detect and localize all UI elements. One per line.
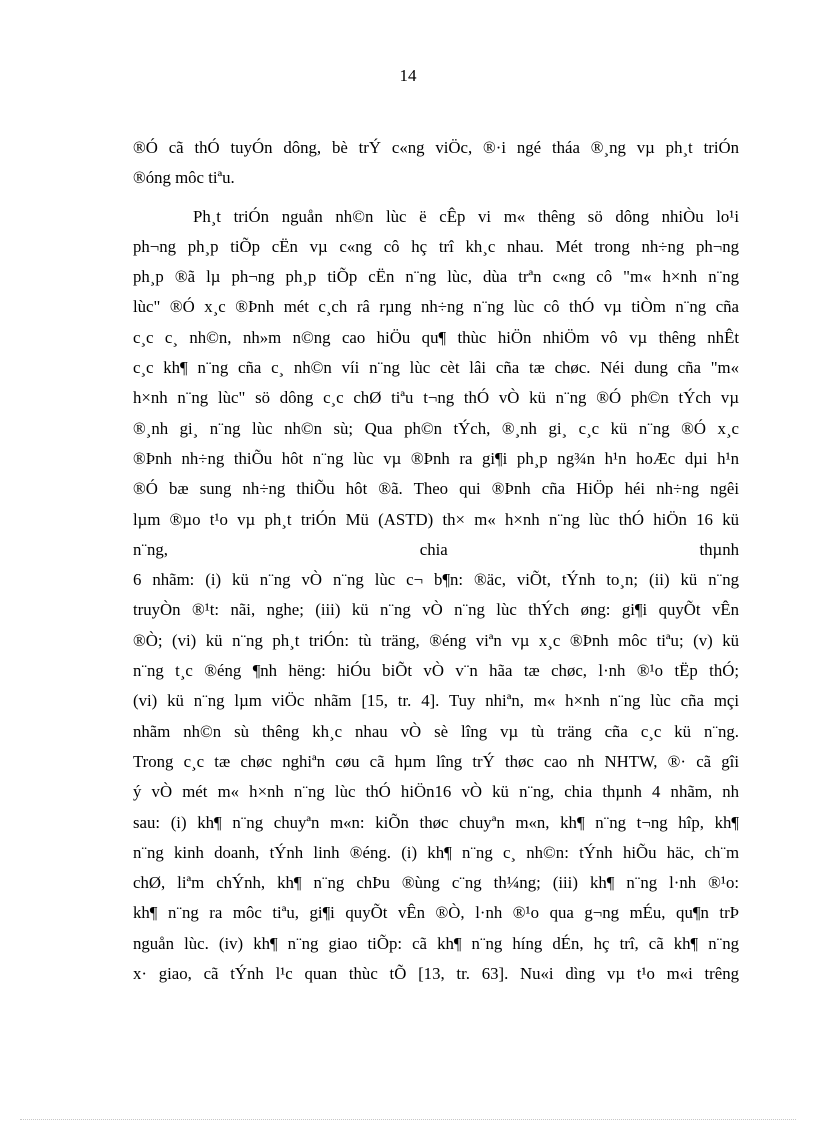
text-line: ph¬ng ph¸p tiÕp cËn vµ c«ng cô hç trî kh¸c nhau. Mét trong nh÷ng ph¬ng xyxy=(133,236,739,256)
text-line: (vi) kü n¨ng lµm viÖc nhãm [15, tr. 4]. Tuy nhiªn, m« h×nh n¨ng lùc cña mçi xyxy=(133,691,739,711)
text-line: n¨ng t¸c ®éng ¶nh hëng: hiÓu biÕt vÒ v¨n hãa tæ chøc, l·nh ®¹o tËp thÓ; xyxy=(133,661,739,681)
text-line: nguån lùc. (iv) kh¶ n¨ng giao tiÕp: cã kh¶ n¨ng híng dÉn, hç trî, cã kh¶ n¨ng xyxy=(133,933,739,953)
text-line: ®¸nh gi¸ n¨ng lùc nh©n sù; Qua ph©n tÝch, ®¸nh gi¸ c¸c kü n¨ng ®Ó x¸c xyxy=(133,418,739,438)
text-line: ý vÒ mét m« h×nh n¨ng lùc thÓ hiÖn16 vÒ kü n¨ng, chia thµnh 4 nhãm, nh xyxy=(133,782,739,802)
text-line: chØ, liªm chÝnh, kh¶ n¨ng chÞu ®ùng c¨ng th¼ng; (iii) kh¶ n¨ng l·nh ®¹o: xyxy=(133,873,739,893)
text-line: ®Ó bæ sung nh÷ng thiÕu hôt ®ã. Theo qui ®Þnh cña HiÖp héi nh÷ng ngêi xyxy=(133,479,739,499)
text-line: kh¶ n¨ng ra môc tiªu, gi¶i quyÕt vÊn ®Ò, l·nh ®¹o qua g¬ng mÉu, qu¶n trÞ xyxy=(133,903,739,923)
body-text xyxy=(133,133,739,989)
page-number: 14 xyxy=(399,66,417,85)
text-line: x· giao, cã tÝnh l¹c quan thùc tÕ [13, tr. 63]. Nu«i dìng vµ t¹o m«i trêng xyxy=(133,964,739,984)
text-line: ®Ò; (vi) kü n¨ng ph¸t triÓn: tù träng, ®éng viªn vµ x¸c ®Þnh môc tiªu; (v) kü xyxy=(133,630,739,650)
text-line: h×nh n¨ng lùc" sö dông c¸c chØ tiªu t¬ng thÓ vÒ kü n¨ng ®Ó ph©n tÝch vµ xyxy=(133,388,739,408)
text-line: c¸c c¸ nh©n, nh»m n©ng cao hiÖu qu¶ thùc hiÖn nhiÖm vô vµ thêng nhÊt xyxy=(133,327,739,347)
text-line: ph¸p ®ã lµ ph¬ng ph¸p tiÕp cËn n¨ng lùc, dùa trªn c«ng cô "m« h×nh n¨ng xyxy=(133,267,739,287)
text-line: nhãm nh©n sù thêng kh¸c nhau vÒ sè lîng vµ tù träng cña c¸c kü n¨ng. xyxy=(133,721,739,741)
text-line: lùc" ®Ó x¸c ®Þnh mét c¸ch râ rµng nh÷ng n¨ng lùc cô thÓ vµ tiÒm n¨ng cña xyxy=(133,297,739,317)
text-line: ®Þnh nh÷ng thiÕu hôt n¨ng lùc vµ ®Þnh ra gi¶i ph¸p ng¾n h¹n hoÆc dµi h¹n xyxy=(133,448,739,468)
text-line: c¸c kh¶ n¨ng cña c¸ nh©n víi n¨ng lùc cèt lâi cña tæ chøc. Néi dung cña "m« xyxy=(133,358,739,378)
text-line: ®óng môc tiªu. xyxy=(133,168,235,188)
text-line: lµm ®µo t¹o vµ ph¸t triÓn Mü (ASTD) th× m« h×nh n¨ng lùc thÓ hiÖn 16 kü xyxy=(133,509,739,529)
paragraph-2 xyxy=(133,202,739,990)
page-bottom-divider xyxy=(20,1119,796,1120)
text-line: Trong c¸c tæ chøc nghiªn cøu cã hµm lîng trÝ thøc cao nh NHTW, ®· cã gîi xyxy=(133,751,739,771)
text-line: Ph¸t triÓn nguån nh©n lùc ë cÊp vi m« thêng sö dông nhiÒu lo¹i xyxy=(193,206,739,226)
text-line: n¨ng kinh doanh, tÝnh linh ®éng. (i) kh¶ n¨ng c¸ nh©n: tÝnh hiÕu häc, ch¨m xyxy=(133,842,739,862)
text-line: 6 nhãm: (i) kü n¨ng vÒ n¨ng lùc c¬ b¶n: ®äc, viÕt, tÝnh to¸n; (ii) kü n¨ng xyxy=(133,570,739,590)
text-line: sau: (i) kh¶ n¨ng chuyªn m«n: kiÕn thøc chuyªn m«n, kh¶ n¨ng t¬ng hîp, kh¶ xyxy=(133,812,739,832)
paragraph-1 xyxy=(133,133,739,194)
text-line: n¨ng, chia thµnh xyxy=(133,539,739,559)
text-line: truyÒn ®¹t: nãi, nghe; (iii) kü n¨ng vÒ n¨ng lùc thÝch øng: gi¶i quyÕt vÊn xyxy=(133,600,739,620)
text-line: ®Ó cã thÓ tuyÓn dông, bè trÝ c«ng viÖc, ®·i ngé tháa ®¸ng vµ ph¸t triÓn xyxy=(133,138,739,157)
